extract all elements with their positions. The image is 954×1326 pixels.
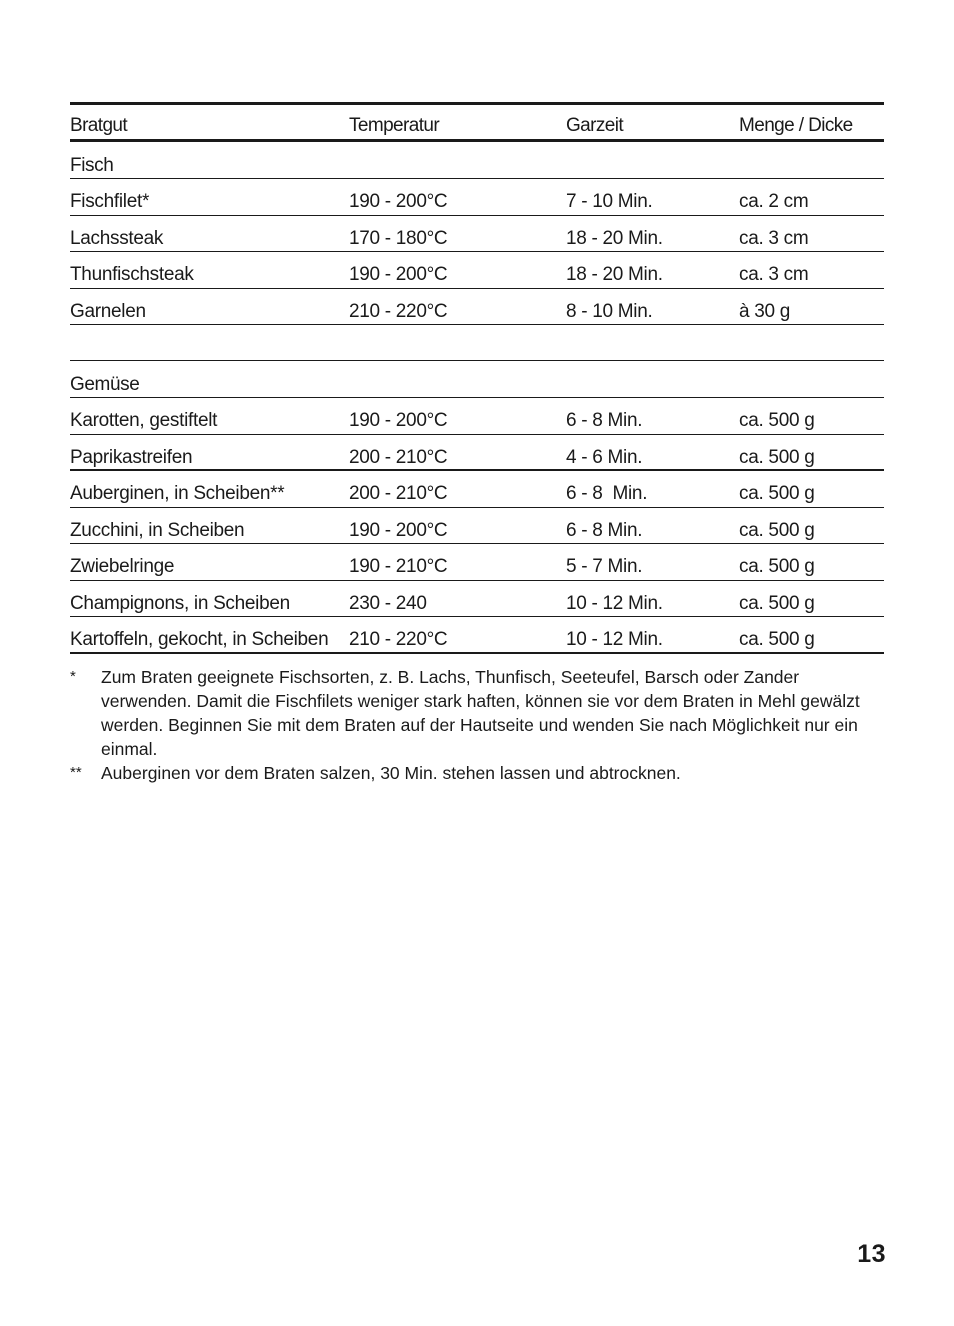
- cell-temperature: 210 - 220°C: [349, 300, 448, 322]
- cooking-table: [70, 102, 884, 654]
- cell-time: 18 - 20 Min.: [566, 264, 663, 285]
- footnotes: [70, 665, 884, 785]
- cell-temperature: 170 - 180°C: [349, 227, 448, 249]
- cell-food: Champignons, in Scheiben: [70, 592, 290, 614]
- table-row: [70, 617, 884, 654]
- cell-time: 18 - 20 Min.: [566, 227, 663, 249]
- cell-amount: ca. 3 cm: [739, 227, 809, 249]
- cell-temperature: 190 - 200°C: [349, 519, 448, 541]
- section-title-fisch: [70, 142, 884, 179]
- header-menge: Menge / Dicke: [739, 115, 853, 136]
- cell-food: Zucchini, in Scheiben: [70, 519, 245, 541]
- cell-time: 6 - 8 Min.: [566, 519, 643, 541]
- cell-amount: ca. 500 g: [739, 592, 815, 614]
- header-garzeit: Garzeit: [566, 115, 624, 136]
- footnote-text: Zum Braten geeignete Fischsorten, z. B. Lachs, Thunfisch, Seeteufel, Barsch oder Zander verwenden. Damit die Fischfilets weniger stark haften, können sie vor dem Braten in Mehl gewälzt werden. Beginnen Sie mit dem Braten auf der Hautseite und wenden Sie nach Möglichkeit nur ein einmal.: [101, 667, 860, 759]
- table-row: [70, 289, 884, 326]
- table-row: [70, 435, 884, 472]
- cell-temperature: 210 - 220°C: [349, 629, 448, 650]
- cell-amount: ca. 500 g: [739, 519, 815, 541]
- table-header: [70, 102, 884, 142]
- cell-time: 4 - 6 Min.: [566, 446, 643, 468]
- section-label: Gemüse: [70, 374, 140, 395]
- cell-food: Garnelen: [70, 300, 146, 322]
- footnote-text: Auberginen vor dem Braten salzen, 30 Min. stehen lassen und abtrocknen.: [101, 763, 681, 783]
- cell-amount: ca. 500 g: [739, 446, 815, 468]
- table-row: [70, 471, 884, 508]
- table-row: [70, 179, 884, 216]
- section-divider: [70, 325, 884, 361]
- cell-food: Lachssteak: [70, 227, 164, 249]
- table-row: [70, 252, 884, 289]
- cell-amount: ca. 500 g: [739, 483, 815, 504]
- footnote-1: [70, 665, 884, 761]
- page-number: 13: [857, 1240, 886, 1268]
- cell-food: Thunfischsteak: [70, 264, 194, 285]
- cell-temperature: 190 - 210°C: [349, 556, 448, 577]
- cell-time: 10 - 12 Min.: [566, 592, 663, 614]
- footnote-2: [70, 761, 884, 785]
- cell-temperature: 200 - 210°C: [349, 483, 448, 504]
- cell-temperature: 230 - 240: [349, 592, 427, 614]
- cell-temperature: 190 - 200°C: [349, 191, 448, 212]
- table-row: [70, 581, 884, 618]
- cell-time: 7 - 10 Min.: [566, 191, 653, 212]
- cell-amount: ca. 500 g: [739, 629, 815, 650]
- cell-temperature: 200 - 210°C: [349, 446, 448, 468]
- cell-food: Zwiebelringe: [70, 556, 175, 577]
- cell-amount: ca. 500 g: [739, 556, 815, 577]
- section-title-gemuese: [70, 361, 884, 398]
- cell-time: 10 - 12 Min.: [566, 629, 663, 650]
- cell-amount: ca. 3 cm: [739, 264, 809, 285]
- cell-amount: ca. 500 g: [739, 410, 815, 431]
- table-row: [70, 398, 884, 435]
- cell-food: Fischfilet*: [70, 191, 150, 212]
- cell-time: 8 - 10 Min.: [566, 300, 653, 322]
- header-temperatur: Temperatur: [349, 115, 440, 136]
- footnote-mark: *: [70, 668, 76, 685]
- cell-food: Paprikastreifen: [70, 446, 193, 468]
- section-label: Fisch: [70, 155, 114, 176]
- footnote-mark: **: [70, 764, 82, 781]
- table-row: [70, 216, 884, 253]
- cell-food: Auberginen, in Scheiben**: [70, 483, 285, 504]
- cell-temperature: 190 - 200°C: [349, 264, 448, 285]
- cell-food: Kartoffeln, gekocht, in Scheiben: [70, 629, 329, 650]
- header-bratgut: Bratgut: [70, 115, 128, 136]
- cell-time: 6 - 8 Min.: [566, 410, 643, 431]
- cell-temperature: 190 - 200°C: [349, 410, 448, 431]
- cell-time: 5 - 7 Min.: [566, 556, 643, 577]
- table-row: [70, 508, 884, 545]
- cell-food: Karotten, gestiftelt: [70, 410, 218, 431]
- cell-amount: ca. 2 cm: [739, 191, 809, 212]
- table-row: [70, 544, 884, 581]
- cell-amount: à 30 g: [739, 300, 791, 322]
- cell-time: 6 - 8 Min.: [566, 483, 648, 504]
